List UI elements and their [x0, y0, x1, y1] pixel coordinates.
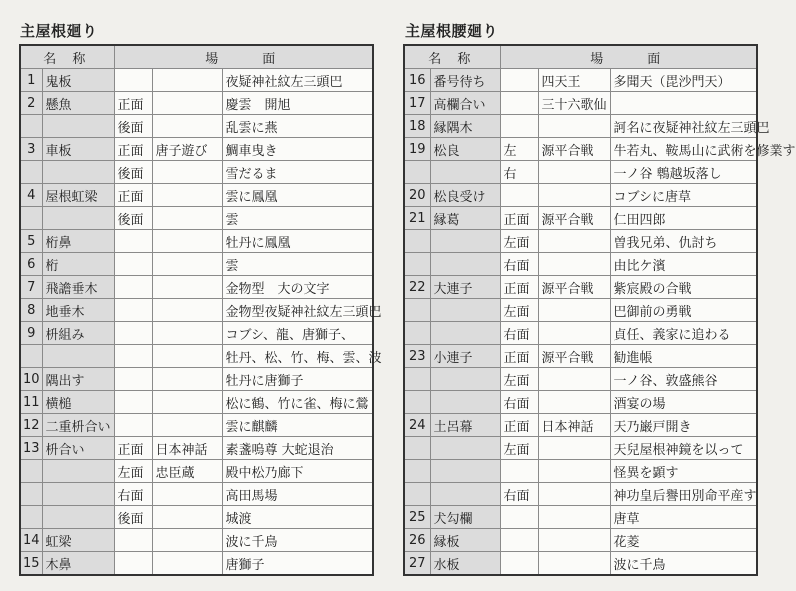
cell-scene: 城渡 [222, 506, 373, 529]
cell-name: 車板 [42, 138, 114, 161]
table-row [404, 506, 757, 529]
table-row [404, 552, 757, 576]
cell-group: 日本神話 [152, 437, 222, 460]
header-row [404, 45, 757, 69]
cell-scene: 波に千鳥 [610, 552, 757, 576]
cell-num [404, 161, 430, 184]
cell-name: 飛譫垂木 [42, 276, 114, 299]
cell-side [500, 529, 538, 552]
cell-scene: コブシ、龍、唐獅子、 [222, 322, 373, 345]
cell-group [538, 437, 610, 460]
cell-num: 27 [404, 552, 430, 576]
cell-num [20, 506, 42, 529]
cell-side: 左面 [500, 368, 538, 391]
header-scene: 場 面 [500, 45, 757, 69]
cell-side: 右面 [500, 483, 538, 506]
cell-name [42, 345, 114, 368]
cell-side [500, 92, 538, 115]
cell-num: 2 [20, 92, 42, 115]
cell-side [114, 414, 152, 437]
cell-num: 16 [404, 69, 430, 92]
table-row [404, 276, 757, 299]
cell-group: 源平合戦 [538, 345, 610, 368]
cell-side [500, 115, 538, 138]
table-row [20, 161, 373, 184]
cell-name [42, 207, 114, 230]
cell-side [114, 299, 152, 322]
cell-num: 25 [404, 506, 430, 529]
cell-num: 7 [20, 276, 42, 299]
cell-side [114, 69, 152, 92]
cell-group [538, 230, 610, 253]
table-row [404, 391, 757, 414]
cell-group: 唐子遊び [152, 138, 222, 161]
cell-scene: 金物型夜疑神社紋左三頭巴 [222, 299, 373, 322]
cell-name [430, 161, 500, 184]
cell-num [404, 460, 430, 483]
table-row [20, 506, 373, 529]
cell-side: 正面 [114, 437, 152, 460]
cell-group [152, 414, 222, 437]
cell-name [42, 460, 114, 483]
cell-group: 日本神話 [538, 414, 610, 437]
cell-group [152, 529, 222, 552]
header-name: 名 称 [20, 45, 114, 69]
cell-scene: 仁田四郎 [610, 207, 757, 230]
cell-scene: 素盞嗚尊 大蛇退治 [222, 437, 373, 460]
table-row [404, 69, 757, 92]
cell-name: 高欄合い [430, 92, 500, 115]
cell-group [538, 391, 610, 414]
cell-side: 右面 [500, 253, 538, 276]
cell-group [538, 529, 610, 552]
cell-scene: 巴御前の勇戦 [610, 299, 757, 322]
cell-name: 枡組み [42, 322, 114, 345]
cell-group: 忠臣蔵 [152, 460, 222, 483]
cell-group [152, 506, 222, 529]
cell-scene: 天乃巌戸開き [610, 414, 757, 437]
cell-name [430, 483, 500, 506]
cell-group: 源平合戦 [538, 138, 610, 161]
table-row [404, 414, 757, 437]
cell-num: 10 [20, 368, 42, 391]
cell-name [430, 253, 500, 276]
cell-group [152, 276, 222, 299]
table-row [20, 414, 373, 437]
cell-name [430, 299, 500, 322]
cell-name: 桁鼻 [42, 230, 114, 253]
left-table [19, 44, 382, 576]
cell-side: 正面 [114, 138, 152, 161]
cell-scene: 紫宸殿の合戦 [610, 276, 757, 299]
cell-side [114, 529, 152, 552]
cell-name [42, 161, 114, 184]
table-row [20, 552, 373, 576]
table-row [20, 368, 373, 391]
cell-side: 正面 [114, 92, 152, 115]
cell-name [42, 483, 114, 506]
cell-num [20, 115, 42, 138]
cell-scene: 雲に鳳凰 [222, 184, 373, 207]
cell-num: 24 [404, 414, 430, 437]
cell-num [404, 322, 430, 345]
table-row [404, 92, 757, 115]
header-name: 名 称 [404, 45, 500, 69]
table-row [404, 115, 757, 138]
cell-name: 縁板 [430, 529, 500, 552]
table-row [20, 391, 373, 414]
cell-scene: 牡丹に鳳凰 [222, 230, 373, 253]
cell-group [538, 552, 610, 576]
cell-scene: 由比ケ濱 [610, 253, 757, 276]
cell-name: 松良受け [430, 184, 500, 207]
cell-side [114, 230, 152, 253]
cell-side: 正面 [500, 276, 538, 299]
left-table-body [20, 69, 382, 576]
cell-group [538, 460, 610, 483]
cell-side: 正面 [114, 184, 152, 207]
cell-scene: 殿中松乃廊下 [222, 460, 373, 483]
cell-name: 水板 [430, 552, 500, 576]
cell-group [152, 299, 222, 322]
cell-name: 枡合い [42, 437, 114, 460]
cell-side [114, 552, 152, 576]
right-section-title: 主屋根腰廻り [405, 22, 499, 40]
cell-scene: 夜疑神社紋左三頭巴 [222, 69, 373, 92]
cell-scene: コブシに唐草 [610, 184, 757, 207]
table-row [20, 483, 373, 506]
table-row [20, 460, 373, 483]
cell-side [114, 253, 152, 276]
cell-num [20, 161, 42, 184]
cell-group [538, 299, 610, 322]
table-row [20, 138, 373, 161]
cell-scene: 金物型 大の文字 [222, 276, 373, 299]
cell-group [152, 345, 222, 368]
cell-name: 鬼板 [42, 69, 114, 92]
cell-side: 右面 [500, 322, 538, 345]
cell-group [152, 69, 222, 92]
table-row [404, 368, 757, 391]
cell-side: 後面 [114, 161, 152, 184]
right-table-body [404, 69, 796, 576]
cell-name [42, 506, 114, 529]
cell-scene: 一ノ谷 鵯越坂落し [610, 161, 757, 184]
cell-group [152, 253, 222, 276]
cell-group [538, 322, 610, 345]
table-row [20, 299, 373, 322]
cell-name: 懸魚 [42, 92, 114, 115]
cell-scene: 貞任、義家に追わる [610, 322, 757, 345]
table-row [20, 437, 373, 460]
cell-num: 21 [404, 207, 430, 230]
table-row [404, 161, 757, 184]
cell-name: 桁 [42, 253, 114, 276]
cell-scene: 慶雲 開旭 [222, 92, 373, 115]
cell-side: 正面 [500, 414, 538, 437]
cell-group [152, 161, 222, 184]
cell-name: 虹梁 [42, 529, 114, 552]
cell-group [538, 368, 610, 391]
cell-group [152, 552, 222, 576]
cell-group [152, 368, 222, 391]
cell-num [404, 391, 430, 414]
cell-name [430, 322, 500, 345]
cell-group [152, 207, 222, 230]
cell-scene: 多聞天（毘沙門天） [610, 69, 757, 92]
cell-side: 右面 [500, 391, 538, 414]
cell-name: 松良 [430, 138, 500, 161]
cell-num: 6 [20, 253, 42, 276]
table-row [404, 529, 757, 552]
cell-side [500, 184, 538, 207]
cell-side [500, 69, 538, 92]
table-row [20, 184, 373, 207]
cell-num: 13 [20, 437, 42, 460]
cell-side [114, 391, 152, 414]
table-row [20, 92, 373, 115]
cell-group: 源平合戦 [538, 207, 610, 230]
cell-group [538, 184, 610, 207]
cell-group: 三十六歌仙 [538, 92, 610, 115]
cell-scene: 怪異を顕す [610, 460, 757, 483]
cell-scene: 唐草 [610, 506, 757, 529]
table-row [404, 299, 757, 322]
cell-group [538, 253, 610, 276]
cell-scene: 神功皇后譽田別命平産す [610, 483, 757, 506]
cell-num: 26 [404, 529, 430, 552]
cell-name: 小連子 [430, 345, 500, 368]
cell-side: 後面 [114, 506, 152, 529]
cell-num: 5 [20, 230, 42, 253]
cell-group [538, 506, 610, 529]
cell-side [114, 276, 152, 299]
cell-num: 14 [20, 529, 42, 552]
cell-group [538, 115, 610, 138]
cell-side: 後面 [114, 115, 152, 138]
right-table [403, 44, 796, 576]
cell-num: 22 [404, 276, 430, 299]
cell-group: 四天王 [538, 69, 610, 92]
cell-name [430, 368, 500, 391]
cell-num: 18 [404, 115, 430, 138]
cell-num [404, 253, 430, 276]
cell-group [152, 483, 222, 506]
cell-scene: 雲に麒麟 [222, 414, 373, 437]
cell-name: 地垂木 [42, 299, 114, 322]
cell-side: 左面 [500, 437, 538, 460]
cell-name: 番号待ち [430, 69, 500, 92]
cell-side: 正面 [500, 207, 538, 230]
table-row [404, 345, 757, 368]
table-row [20, 207, 373, 230]
table-row [20, 230, 373, 253]
table-row [404, 253, 757, 276]
table-row [20, 276, 373, 299]
cell-scene: 牡丹に唐獅子 [222, 368, 373, 391]
cell-num [404, 483, 430, 506]
cell-num [404, 368, 430, 391]
cell-group [152, 184, 222, 207]
cell-group [152, 115, 222, 138]
cell-scene: 波に千鳥 [222, 529, 373, 552]
cell-name: 横槌 [42, 391, 114, 414]
cell-group [538, 483, 610, 506]
cell-num: 11 [20, 391, 42, 414]
table-row [404, 138, 757, 161]
cell-group [152, 92, 222, 115]
cell-num [20, 460, 42, 483]
cell-name: 大連子 [430, 276, 500, 299]
cell-scene: 唐獅子 [222, 552, 373, 576]
cell-num [404, 230, 430, 253]
cell-side: 後面 [114, 207, 152, 230]
cell-side: 左面 [500, 299, 538, 322]
cell-side: 左面 [500, 230, 538, 253]
table-row [20, 322, 373, 345]
table-row [404, 184, 757, 207]
table-row [404, 437, 757, 460]
cell-scene [610, 92, 757, 115]
cell-scene: 天兒屋根神鏡を以って [610, 437, 757, 460]
cell-num: 1 [20, 69, 42, 92]
cell-name: 土呂幕 [430, 414, 500, 437]
cell-scene: 高田馬場 [222, 483, 373, 506]
cell-num: 4 [20, 184, 42, 207]
cell-group [538, 161, 610, 184]
table-row [404, 483, 757, 506]
cell-num: 3 [20, 138, 42, 161]
cell-group [152, 230, 222, 253]
table-row [404, 460, 757, 483]
cell-scene: 花菱 [610, 529, 757, 552]
cell-side: 右面 [114, 483, 152, 506]
cell-group: 源平合戦 [538, 276, 610, 299]
cell-num [20, 483, 42, 506]
cell-scene: 鯛車曳き [222, 138, 373, 161]
cell-num [404, 299, 430, 322]
cell-num: 15 [20, 552, 42, 576]
cell-num: 8 [20, 299, 42, 322]
cell-name: 縁隅木 [430, 115, 500, 138]
table-row [20, 253, 373, 276]
table-row [20, 529, 373, 552]
cell-num [20, 207, 42, 230]
cell-side: 左 [500, 138, 538, 161]
cell-name: 二重枡合い [42, 414, 114, 437]
cell-side [500, 460, 538, 483]
cell-side [500, 506, 538, 529]
header-scene: 場 面 [114, 45, 373, 69]
cell-scene: 松に鶴、竹に雀、梅に鶯 [222, 391, 373, 414]
cell-scene: 牛若丸、鞍馬山に武術を修業す [610, 138, 757, 161]
cell-num: 23 [404, 345, 430, 368]
cell-group [152, 391, 222, 414]
table-row [404, 230, 757, 253]
cell-name: 犬勾欄 [430, 506, 500, 529]
cell-name [430, 391, 500, 414]
cell-num: 20 [404, 184, 430, 207]
header-row [20, 45, 373, 69]
cell-name [430, 437, 500, 460]
cell-num: 12 [20, 414, 42, 437]
cell-num: 9 [20, 322, 42, 345]
table-row [20, 115, 373, 138]
table-row [404, 322, 757, 345]
cell-side: 左面 [114, 460, 152, 483]
cell-group [152, 322, 222, 345]
cell-scene: 乱雲に燕 [222, 115, 373, 138]
cell-side [500, 552, 538, 576]
cell-scene: 雲 [222, 207, 373, 230]
cell-name: 隅出す [42, 368, 114, 391]
table-row [20, 345, 373, 368]
cell-num [404, 437, 430, 460]
cell-side [114, 368, 152, 391]
cell-side [114, 345, 152, 368]
cell-side: 正面 [500, 345, 538, 368]
cell-scene: 訶名に夜疑神社紋左三頭巴 [610, 115, 757, 138]
cell-name [430, 460, 500, 483]
cell-name [42, 115, 114, 138]
left-section-title: 主屋根廻り [20, 22, 98, 40]
table-row [20, 69, 373, 92]
cell-scene: 酒宴の場 [610, 391, 757, 414]
cell-num: 19 [404, 138, 430, 161]
cell-name: 木鼻 [42, 552, 114, 576]
cell-name: 縁葛 [430, 207, 500, 230]
cell-num: 17 [404, 92, 430, 115]
cell-side [114, 322, 152, 345]
table-row [404, 207, 757, 230]
cell-name: 屋根虹梁 [42, 184, 114, 207]
cell-num [20, 345, 42, 368]
cell-scene: 雲 [222, 253, 373, 276]
cell-side: 右 [500, 161, 538, 184]
cell-scene: 雪だるま [222, 161, 373, 184]
cell-scene: 曽我兄弟、仇討ち [610, 230, 757, 253]
cell-name [430, 230, 500, 253]
cell-scene: 牡丹、松、竹、梅、雲、波 [222, 345, 373, 368]
cell-scene: 勧進帳 [610, 345, 757, 368]
cell-scene: 一ノ谷、敦盛熊谷 [610, 368, 757, 391]
